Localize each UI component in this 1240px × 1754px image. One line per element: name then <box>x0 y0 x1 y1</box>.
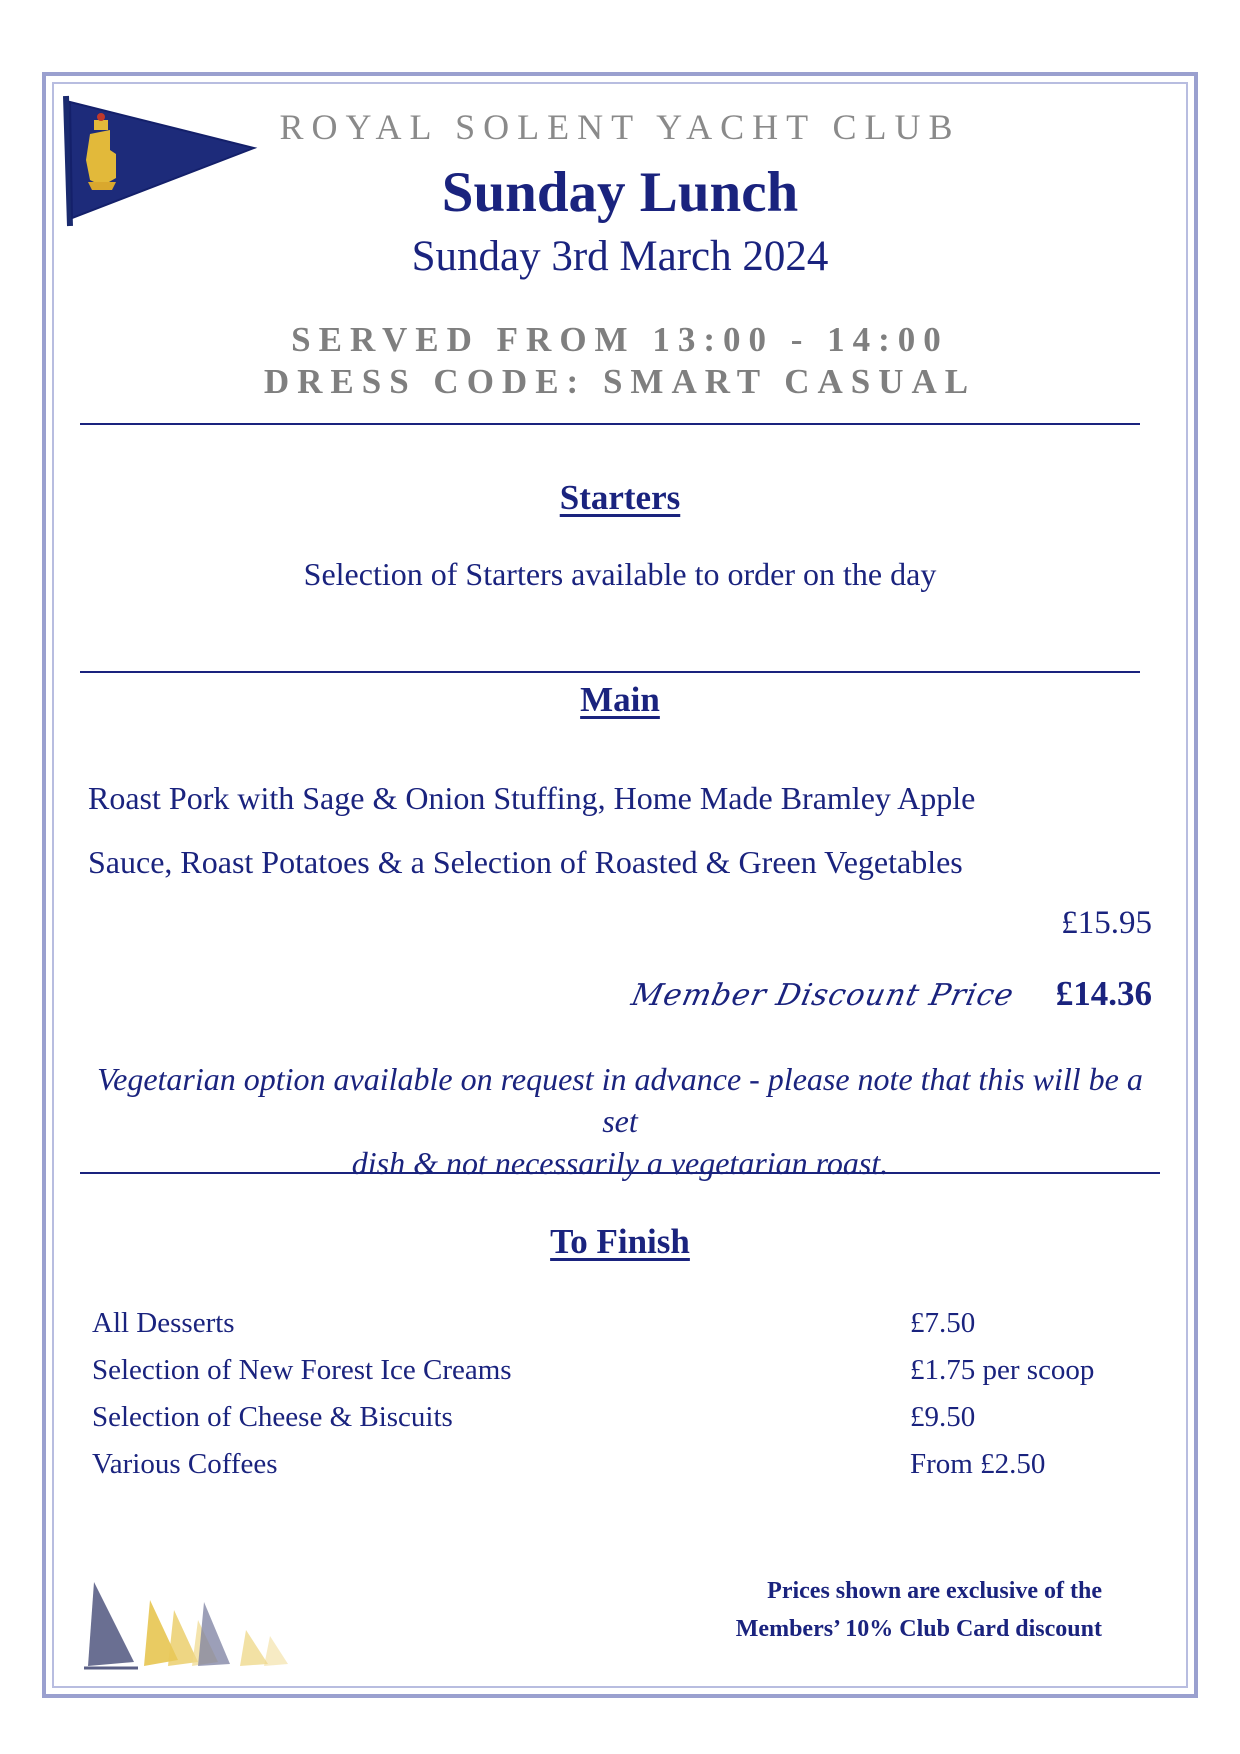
list-item <box>92 1448 1152 1495</box>
page-title: Sunday Lunch <box>441 161 799 224</box>
divider-header <box>80 423 1140 425</box>
item-name: Selection of Cheese & Biscuits <box>92 1401 453 1433</box>
starters-heading: Starters <box>559 478 681 517</box>
pricing-note-line-2: Members’ 10% Club Card discount <box>735 1616 1102 1642</box>
dessert-list <box>92 1307 1152 1495</box>
sailboats-icon <box>80 1580 310 1670</box>
main-description-line-2: Sauce, Roast Potatoes & a Selection of Roasted & Green Vegetables <box>88 844 963 880</box>
item-name: All Desserts <box>92 1307 235 1339</box>
main-description-line-1: Roast Pork with Sage & Onion Stuffing, Home Made Bramley Apple <box>88 780 976 816</box>
list-item <box>92 1307 1152 1354</box>
item-price: £9.50 <box>910 1401 976 1433</box>
pricing-note-line-1: Prices shown are exclusive of the <box>767 1578 1102 1604</box>
item-price: £1.75 per scoop <box>910 1354 1095 1386</box>
vegetarian-note-line-2: dish & not necessarily a vegetarian roast. <box>351 1145 889 1181</box>
serving-times: SERVED FROM 13:00 - 14:00 <box>291 320 949 359</box>
item-price: From £2.50 <box>910 1448 1046 1480</box>
item-price: £7.50 <box>910 1307 976 1339</box>
list-item <box>92 1354 1152 1401</box>
divider-starters <box>80 671 1140 673</box>
member-discount-price: £14.36 <box>1055 974 1152 1013</box>
divider-main <box>80 1172 1160 1174</box>
dress-code: DRESS CODE: SMART CASUAL <box>263 362 977 401</box>
main-heading: Main <box>580 680 660 719</box>
list-item <box>92 1401 1152 1448</box>
club-name: ROYAL SOLENT YACHT CLUB <box>279 107 961 147</box>
event-date: Sunday 3rd March 2024 <box>411 233 829 280</box>
member-price-row <box>627 974 1152 1014</box>
member-discount-label: Member Discount Price <box>627 978 1017 1013</box>
main-price: £15.95 <box>1061 905 1152 941</box>
vegetarian-note <box>80 1058 1160 1184</box>
item-name: Various Coffees <box>92 1448 278 1480</box>
item-name: Selection of New Forest Ice Creams <box>92 1354 512 1386</box>
starters-text: Selection of Starters available to order on the day <box>303 556 937 592</box>
vegetarian-note-line-1: Vegetarian option available on request in advance - please note that this will be a set <box>97 1061 1143 1139</box>
finish-heading: To Finish <box>550 1222 690 1261</box>
